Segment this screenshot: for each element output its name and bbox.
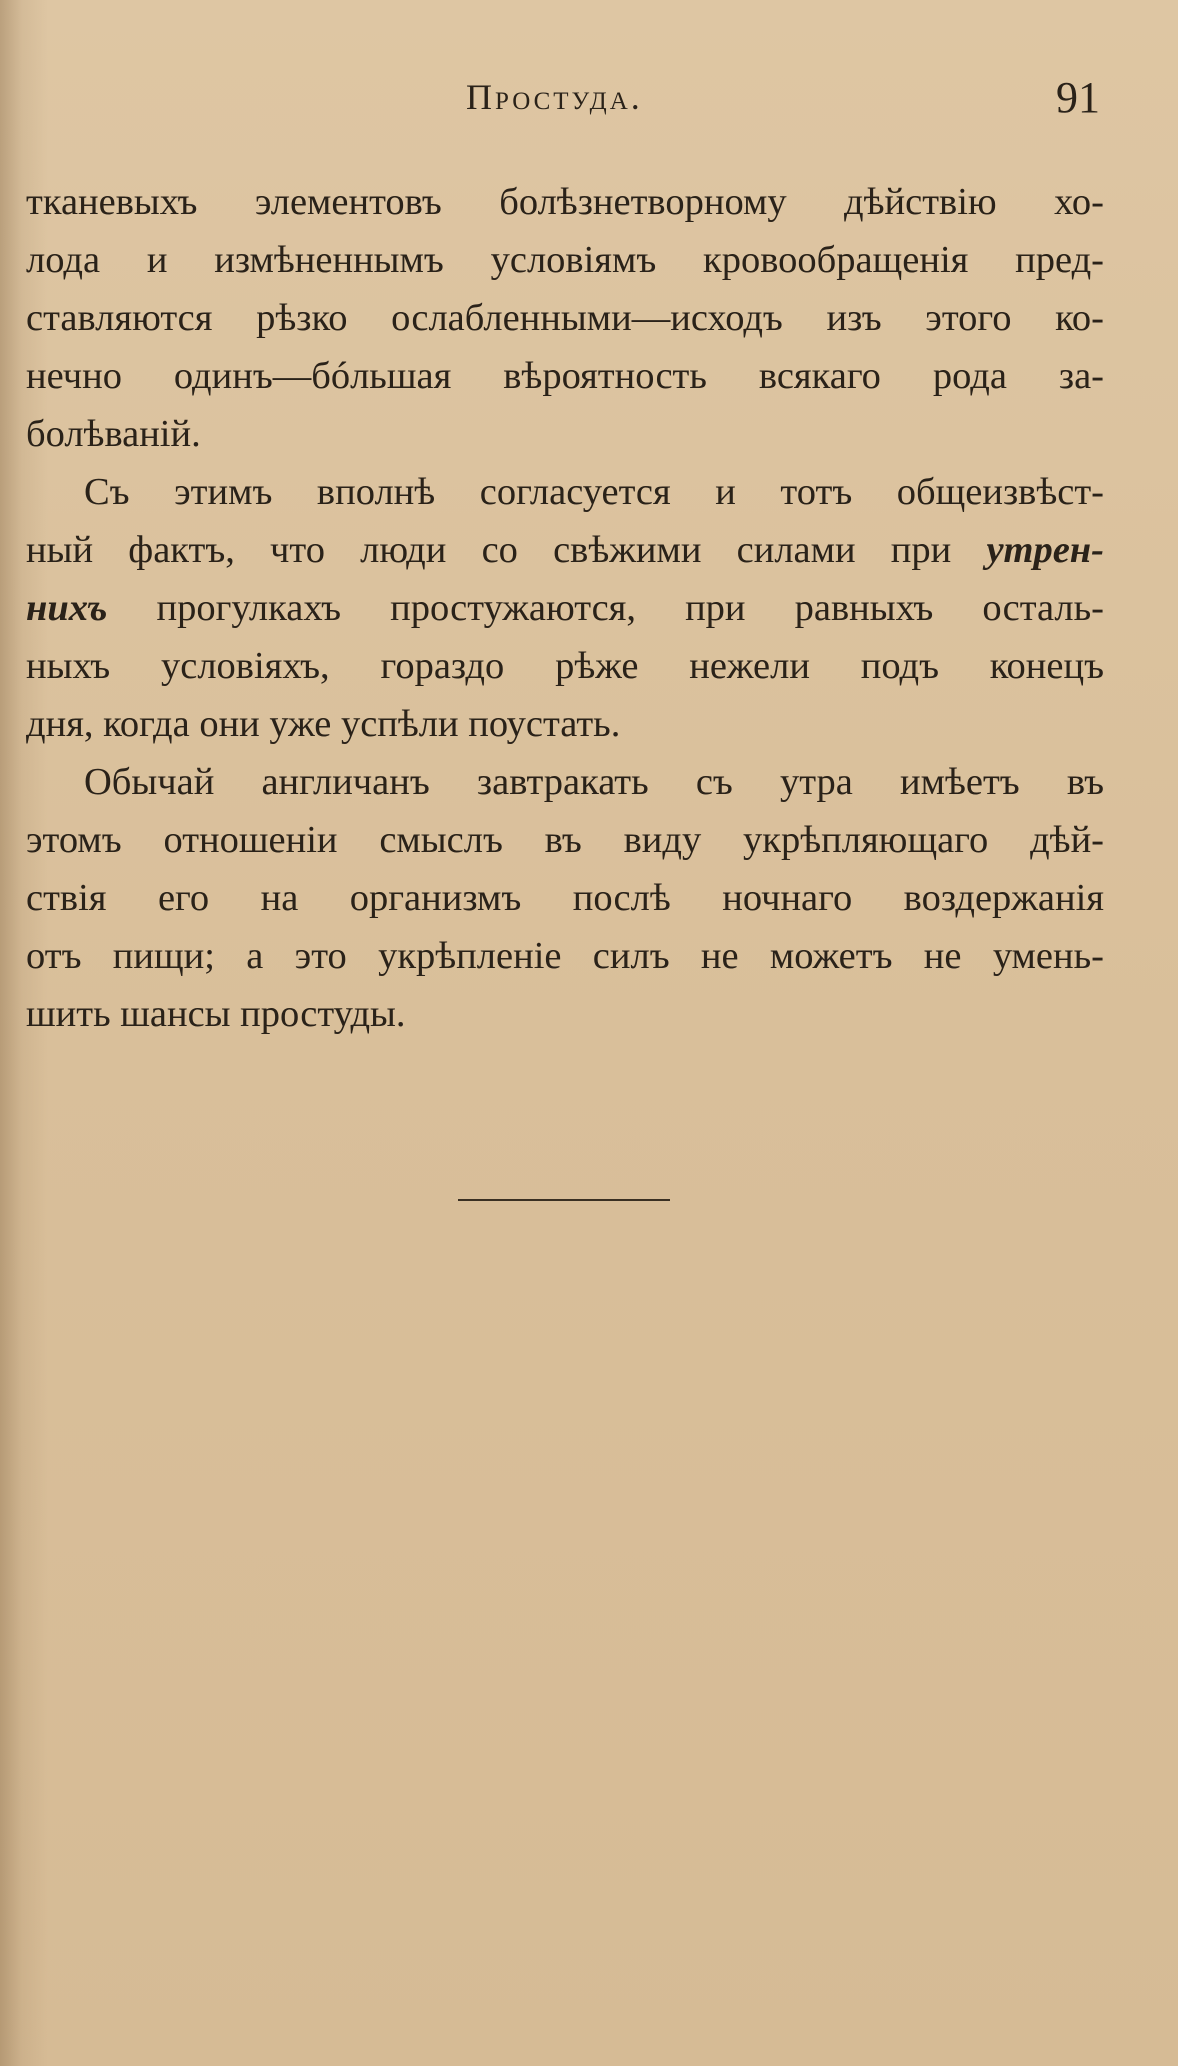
text-line: Обычай англичанъ завтракать съ утра имѣетъ въ — [84, 761, 1104, 803]
text-line: ставляются рѣзко ослабленными—исходъ изъ этого ко- — [26, 297, 1104, 339]
text-line: дня, когда они уже успѣли поустать. — [26, 703, 621, 745]
page-number: 91 — [1056, 73, 1100, 122]
text-line: болѣваній. — [26, 413, 201, 455]
text-line: ствія его на организмъ послѣ ночнаго воздержанія — [26, 877, 1104, 919]
emphasis-word: утрен- — [986, 529, 1105, 571]
running-title: Простуда. — [466, 77, 643, 117]
text-fragment: прогулкахъ простужаются, при равныхъ осталь- — [156, 587, 1105, 629]
body-text — [26, 173, 1104, 1043]
text-line: отъ пищи; а это укрѣпленіе силъ не можетъ не умень- — [26, 935, 1104, 977]
text-line: тканевыхъ элементовъ болѣзнетворному дѣйствію хо- — [26, 181, 1104, 223]
text-line: шить шансы простуды. — [26, 993, 406, 1035]
text-line: лода и измѣненнымъ условіямъ кровообращенія пред- — [26, 239, 1104, 281]
text-line-with-emphasis — [26, 521, 1104, 579]
text-line: нечно одинъ—бóльшая вѣроятность всякаго рода за- — [26, 355, 1104, 397]
text-line-with-emphasis — [26, 579, 1104, 637]
text-fragment: ный фактъ, что люди со свѣжими силами при — [26, 529, 952, 571]
emphasis-word: нихъ — [26, 587, 108, 629]
text-line: ныхъ условіяхъ, гораздо рѣже нежели подъ конецъ — [26, 645, 1104, 687]
section-end-rule — [458, 1199, 670, 1201]
text-line: этомъ отношеніи смыслъ въ виду укрѣпляющаго дѣй- — [26, 819, 1104, 861]
page-header — [0, 73, 1178, 126]
text-line: Съ этимъ вполнѣ согласуется и тотъ общеизвѣст- — [84, 471, 1104, 513]
